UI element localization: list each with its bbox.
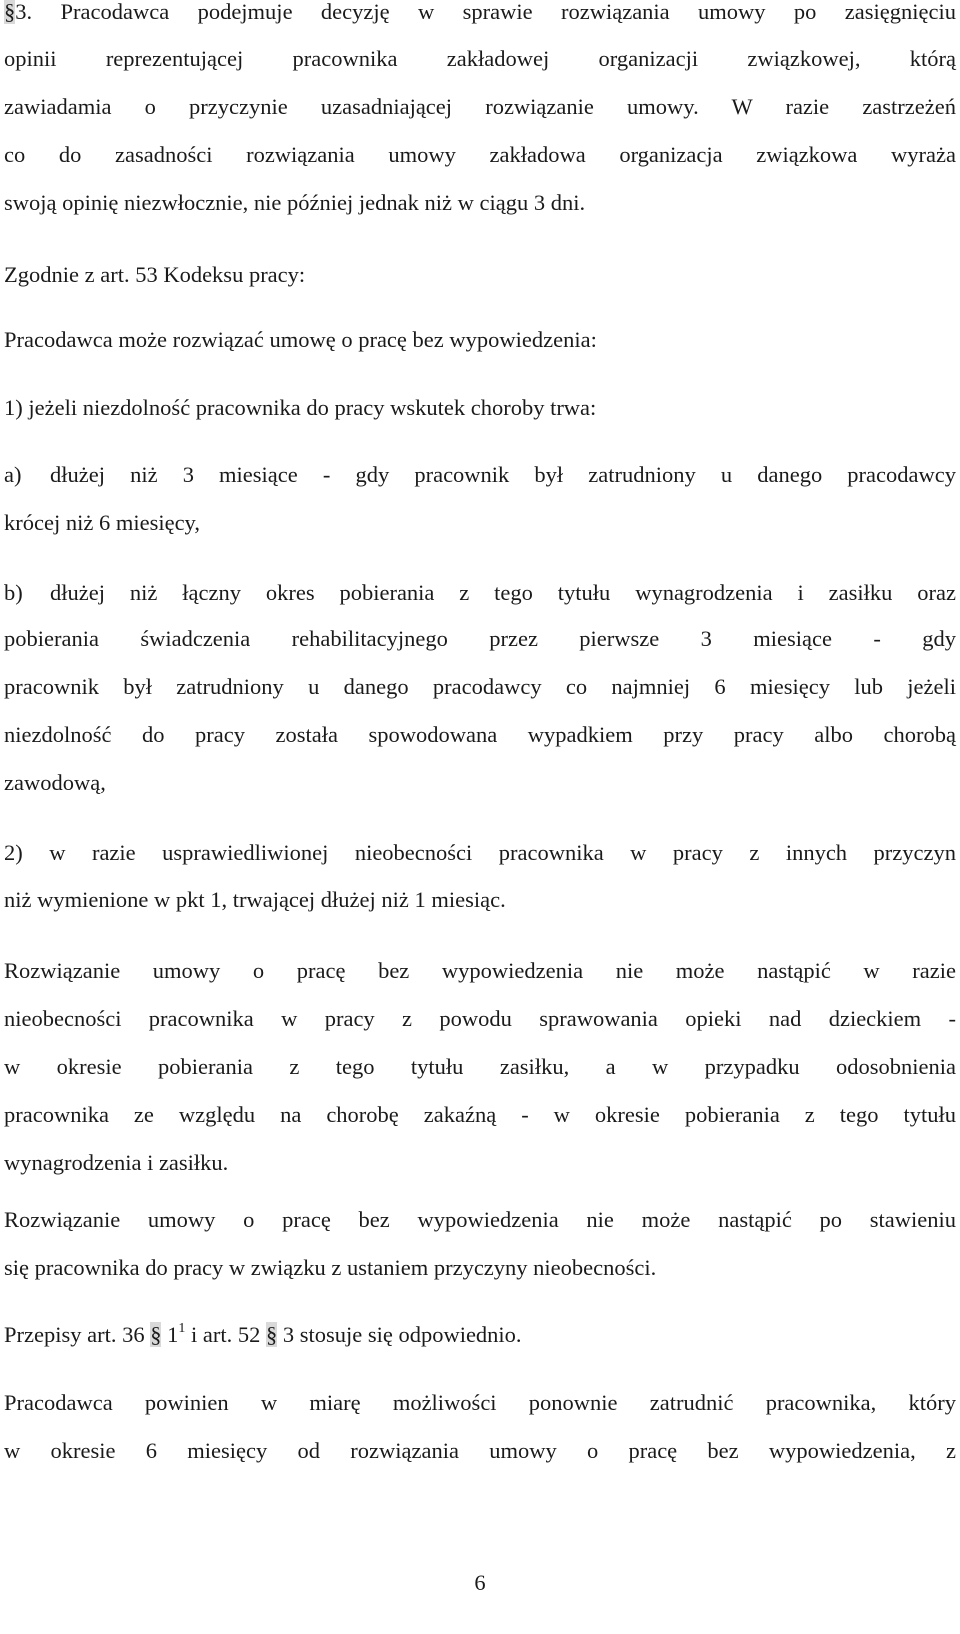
- termination-para-1-line-3: w okresie pobierania z tego tytułu zasiłku, a w przypadku odosobnienia: [4, 1054, 956, 1079]
- list-item-a-line-2: krócej niż 6 miesięcy,: [4, 510, 200, 535]
- termination-para-2-line-2: się pracownika do pracy w związku z ustaniem przyczyny nieobecności.: [4, 1255, 657, 1280]
- list-item-b-line-3: pracownik był zatrudniony u danego pracodawcy co najmniej 6 miesięcy lub jeżeli: [4, 674, 956, 699]
- paragraph-3-line-2: opinii reprezentującej pracownika zakładowej organizacji związkowej, którą: [4, 46, 956, 71]
- paragraph-3-line-5: swoją opinię niezwłocznie, nie później jednak niż w ciągu 3 dni.: [4, 190, 586, 215]
- paragraph-3-line-1: §3. Pracodawca podejmuje decyzję w sprawie rozwiązania umowy po zasięgnięciu: [4, 0, 956, 24]
- termination-para-1-line-5: wynagrodzenia i zasiłku.: [4, 1150, 229, 1175]
- termination-para-1-line-1: Rozwiązanie umowy o pracę bez wypowiedzenia nie może nastąpić w razie: [4, 958, 956, 983]
- page-number: 6: [474, 1570, 486, 1595]
- intro-art-53: Zgodnie z art. 53 Kodeksu pracy:: [4, 262, 306, 287]
- rehire-para-line-2: w okresie 6 miesięcy od rozwiązania umowy o pracę bez wypowiedzenia, z: [4, 1438, 956, 1463]
- list-item-b-line-2: pobierania świadczenia rehabilitacyjnego przez pierwsze 3 miesiące - gdy: [4, 626, 956, 651]
- paragraph-3-line-3: zawiadamia o przyczynie uzasadniającej rozwiązanie umowy. W razie zastrzeżeń: [4, 94, 956, 119]
- list-item-2-line-1: 2) w razie usprawiedliwionej nieobecności pracownika w pracy z innych przyczyn: [4, 840, 956, 865]
- employer-may-terminate: Pracodawca może rozwiązać umowę o pracę bez wypowiedzenia:: [4, 327, 597, 352]
- list-item-2-line-2: niż wymienione w pkt 1, trwającej dłużej niż 1 miesiąc.: [4, 887, 506, 912]
- list-item-b-line-5: zawodową,: [4, 770, 106, 795]
- list-item-a-line-1: a) dłużej niż 3 miesiące - gdy pracownik był zatrudniony u danego pracodawcy: [4, 460, 956, 490]
- list-item-a-label: a): [4, 462, 22, 487]
- list-item-b-line-1: b) dłużej niż łączny okres pobierania z tego tytułu wynagrodzenia i zasiłku oraz: [4, 578, 956, 608]
- section-mark: §: [150, 1322, 162, 1347]
- list-item-b-line-4: niezdolność do pracy została spowodowana wypadkiem przy pracy albo chorobą: [4, 722, 956, 747]
- termination-para-1-line-4: pracownika ze względu na chorobę zakaźną - w okresie pobierania z tego tytułu: [4, 1102, 956, 1127]
- section-mark: §: [265, 1322, 278, 1347]
- termination-para-1-line-2: nieobecności pracownika w pracy z powodu sprawowania opieki nad dzieckiem -: [4, 1006, 956, 1031]
- paragraph-3-line-4: co do zasadności rozwiązania umowy zakładowa organizacja związkowa wyraża: [4, 142, 956, 167]
- list-item-b-label: b): [4, 580, 23, 605]
- list-item-1: 1) jeżeli niezdolność pracownika do pracy wskutek choroby trwa:: [4, 395, 597, 420]
- section-mark: §: [4, 0, 16, 24]
- provisions-apply: Przepisy art. 36 § $1^1$ i art. 52 § 3 stosuje się odpowiednio.: [4, 1320, 522, 1347]
- rehire-para-line-1: Pracodawca powinien w miarę możliwości ponownie zatrudnić pracownika, który: [4, 1390, 956, 1415]
- termination-para-2-line-1: Rozwiązanie umowy o pracę bez wypowiedzenia nie może nastąpić po stawieniu: [4, 1207, 956, 1232]
